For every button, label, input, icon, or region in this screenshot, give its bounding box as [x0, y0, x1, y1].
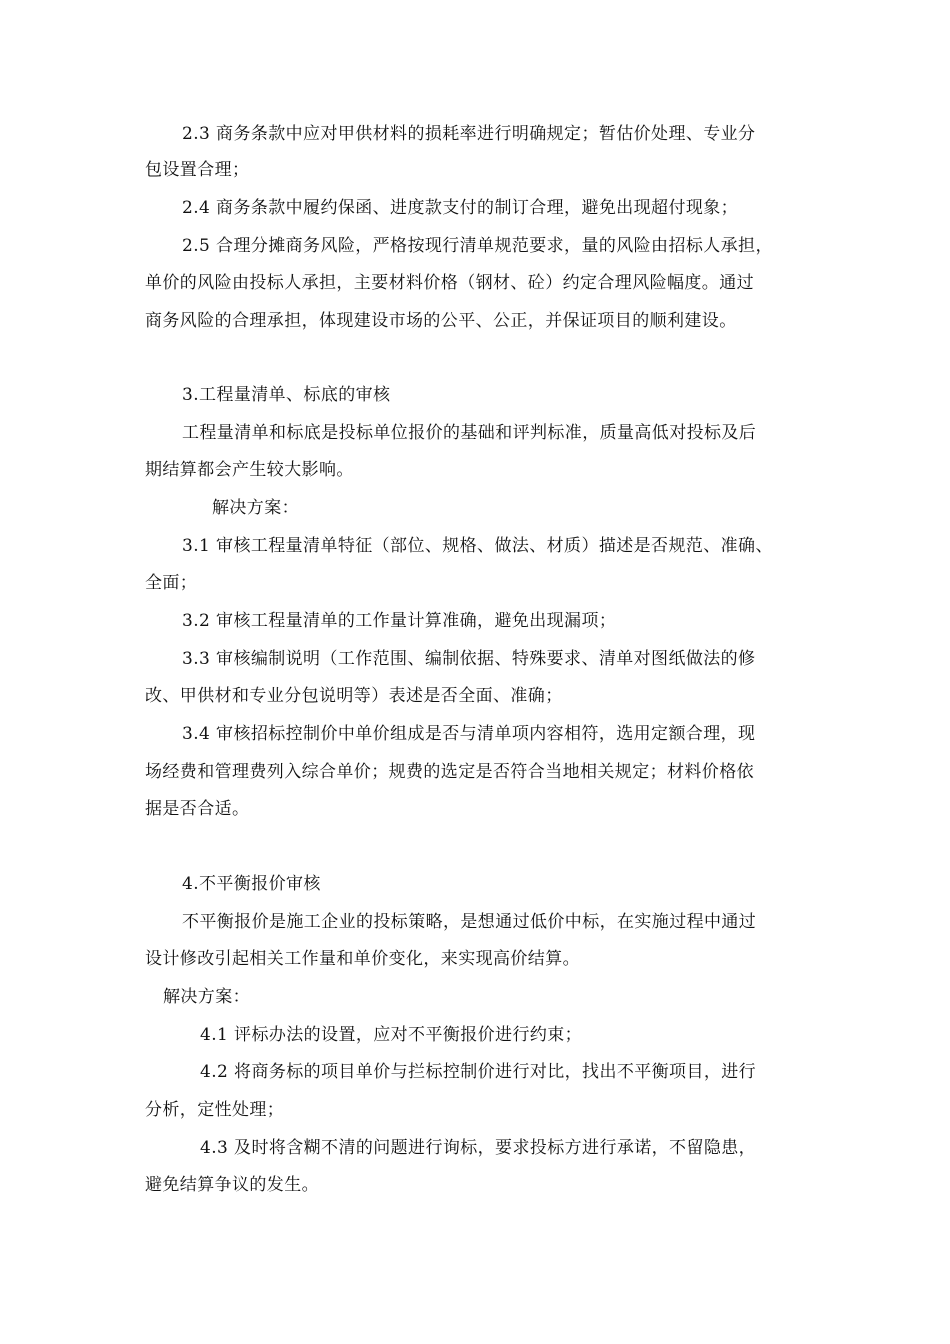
- paragraph-4-2-line-2: 分析，定性处理；: [145, 1100, 285, 1120]
- section-3-intro-line-2: 期结算都会产生较大影响。: [145, 460, 354, 480]
- paragraph-3-3-line-1: 3.3 审核编制说明（工作范围、编制依据、特殊要求、清单对图纸做法的修: [182, 649, 756, 669]
- paragraph-3-1-line-1: 3.1 审核工程量清单特征（部位、规格、做法、材质）描述是否规范、准确、: [182, 536, 773, 556]
- paragraph-4-1: 4.1 评标办法的设置，应对不平衡报价进行约束；: [200, 1025, 583, 1045]
- section-4-solution-label: 解决方案：: [163, 987, 250, 1007]
- paragraph-3-3-line-2: 改、甲供材和专业分包说明等）表述是否全面、准确；: [145, 686, 563, 706]
- section-3-intro-line-1: 工程量清单和标底是投标单位报价的基础和评判标准，质量高低对投标及后: [182, 423, 757, 443]
- section-3-solution-label: 解决方案：: [212, 498, 299, 518]
- paragraph-2-3-line-2: 包设置合理；: [145, 160, 250, 180]
- paragraph-3-4-line-3: 据是否合适。: [145, 799, 250, 819]
- section-4-heading: 4.不平衡报价审核: [182, 874, 321, 894]
- paragraph-2-4: 2.4 商务条款中履约保函、进度款支付的制订合理，避免出现超付现象；: [182, 198, 739, 218]
- section-3-heading: 3.工程量清单、标底的审核: [182, 385, 391, 405]
- paragraph-2-5-line-2: 单价的风险由投标人承担，主要材料价格（钢材、砼）约定合理风险幅度。通过: [145, 273, 754, 293]
- section-4-intro-line-2: 设计修改引起相关工作量和单价变化，来实现高价结算。: [145, 949, 580, 969]
- paragraph-2-3-line-1: 2.3 商务条款中应对甲供材料的损耗率进行明确规定；暂估价处理、专业分: [182, 124, 756, 144]
- paragraph-3-4-line-1: 3.4 审核招标控制价中单价组成是否与清单项内容相符，选用定额合理，现: [182, 724, 756, 744]
- paragraph-2-5-line-3: 商务风险的合理承担，体现建设市场的公平、公正，并保证项目的顺利建设。: [145, 311, 737, 331]
- paragraph-3-1-line-2: 全面；: [145, 573, 198, 593]
- paragraph-2-5-line-1: 2.5 合理分摊商务风险，严格按现行清单规范要求，量的风险由招标人承担，: [182, 236, 773, 256]
- paragraph-4-3-line-2: 避免结算争议的发生。: [145, 1175, 319, 1195]
- paragraph-4-2-line-1: 4.2 将商务标的项目单价与拦标控制价进行对比，找出不平衡项目，进行: [200, 1062, 757, 1082]
- paragraph-3-4-line-2: 场经费和管理费列入综合单价；规费的选定是否符合当地相关规定；材料价格依: [145, 762, 754, 782]
- paragraph-4-3-line-1: 4.3 及时将含糊不清的问题进行询标，要求投标方进行承诺，不留隐患，: [200, 1138, 757, 1158]
- section-4-intro-line-1: 不平衡报价是施工企业的投标策略，是想通过低价中标，在实施过程中通过: [182, 912, 757, 932]
- paragraph-3-2: 3.2 审核工程量清单的工作量计算准确，避免出现漏项；: [182, 611, 617, 631]
